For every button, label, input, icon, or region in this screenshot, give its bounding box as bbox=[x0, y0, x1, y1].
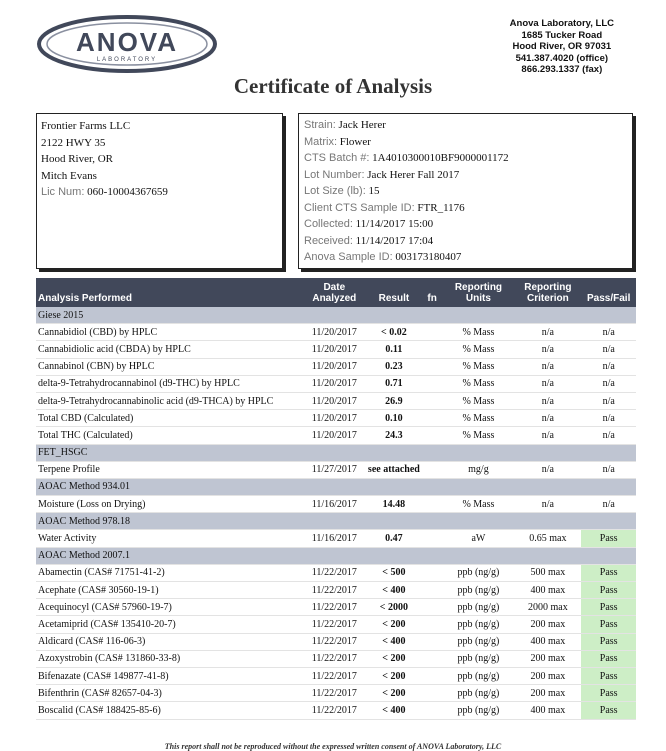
cell-pass-fail: Pass bbox=[581, 599, 636, 616]
cell-result: < 400 bbox=[366, 582, 422, 599]
cell-fn bbox=[422, 375, 443, 392]
table-row bbox=[36, 341, 636, 358]
cell-date: 11/20/2017 bbox=[303, 358, 366, 375]
table-row bbox=[36, 530, 636, 547]
lab-address-2: Hood River, OR 97031 bbox=[512, 41, 612, 52]
cell-units: % Mass bbox=[442, 410, 514, 427]
cell-pass-fail: n/a bbox=[581, 358, 636, 375]
cell-pass-fail: n/a bbox=[581, 496, 636, 513]
cell-date: 11/22/2017 bbox=[303, 582, 366, 599]
matrix-value: Flower bbox=[339, 135, 371, 148]
cell-fn bbox=[422, 427, 443, 444]
header-date: Date Analyzed bbox=[303, 278, 366, 307]
cell-pass-fail: n/a bbox=[581, 427, 636, 444]
lotsize-value: 15 bbox=[368, 185, 380, 197]
table-row bbox=[36, 599, 636, 616]
cell-result: 0.71 bbox=[366, 375, 422, 392]
cell-pass-fail: n/a bbox=[581, 341, 636, 358]
cell-analysis: Azoxystrobin (CAS# 131860-33-8) bbox=[36, 650, 303, 667]
cell-pass-fail: n/a bbox=[581, 461, 636, 478]
cell-units: ppb (ng/g) bbox=[442, 616, 514, 633]
table-row bbox=[36, 496, 636, 513]
cell-result: < 200 bbox=[366, 616, 422, 633]
cell-fn bbox=[422, 358, 443, 375]
cell-fn bbox=[422, 616, 443, 633]
cell-date: 11/22/2017 bbox=[303, 702, 366, 719]
cell-pass-fail: Pass bbox=[581, 685, 636, 702]
header-fn: fn bbox=[422, 278, 443, 307]
anova-id-label: Anova Sample ID: bbox=[304, 251, 393, 263]
cell-result: < 0.02 bbox=[366, 324, 422, 341]
cell-date: 11/20/2017 bbox=[303, 324, 366, 341]
strain-value: Jack Herer bbox=[338, 119, 386, 131]
cell-result: 0.10 bbox=[366, 410, 422, 427]
table-row bbox=[36, 410, 636, 427]
cell-criterion: 200 max bbox=[514, 616, 581, 633]
table-row bbox=[36, 358, 636, 375]
cell-date: 11/22/2017 bbox=[303, 564, 366, 581]
cell-result: see attached bbox=[366, 461, 422, 478]
client-address-1: 2122 HWY 35 bbox=[41, 136, 106, 149]
cell-criterion: n/a bbox=[514, 461, 581, 478]
logo-subtext: LABORATORY bbox=[96, 57, 158, 63]
cell-analysis: Acequinocyl (CAS# 57960-19-7) bbox=[36, 599, 303, 616]
cell-units: % Mass bbox=[442, 341, 514, 358]
client-info-box bbox=[36, 113, 283, 269]
cell-result: 24.3 bbox=[366, 427, 422, 444]
batch-value: 1A4010300010BF9000001172 bbox=[372, 152, 509, 164]
cell-criterion: n/a bbox=[514, 392, 581, 409]
cell-units: % Mass bbox=[442, 427, 514, 444]
results-body bbox=[36, 307, 636, 719]
cell-result: 26.9 bbox=[366, 392, 422, 409]
cell-pass-fail: n/a bbox=[581, 324, 636, 341]
cell-result: 0.23 bbox=[366, 358, 422, 375]
cell-fn bbox=[422, 392, 443, 409]
cell-pass-fail: Pass bbox=[581, 667, 636, 684]
cell-units: ppb (ng/g) bbox=[442, 633, 514, 650]
cell-analysis: Cannabinol (CBN) by HPLC bbox=[36, 358, 303, 375]
lotsize-label: Lot Size (lb): bbox=[304, 185, 366, 197]
cell-analysis: Terpene Profile bbox=[36, 461, 303, 478]
header-result: Result bbox=[366, 278, 422, 307]
cell-analysis: Moisture (Loss on Drying) bbox=[36, 496, 303, 513]
table-row bbox=[36, 564, 636, 581]
cell-date: 11/22/2017 bbox=[303, 616, 366, 633]
section-header bbox=[36, 444, 636, 461]
cell-date: 11/16/2017 bbox=[303, 496, 366, 513]
cell-criterion: n/a bbox=[514, 410, 581, 427]
cell-units: ppb (ng/g) bbox=[442, 685, 514, 702]
cell-result: < 200 bbox=[366, 667, 422, 684]
cell-pass-fail: Pass bbox=[581, 530, 636, 547]
cell-date: 11/20/2017 bbox=[303, 392, 366, 409]
cell-units: ppb (ng/g) bbox=[442, 702, 514, 719]
cell-criterion: n/a bbox=[514, 324, 581, 341]
cell-analysis: Total THC (Calculated) bbox=[36, 427, 303, 444]
cell-analysis: Water Activity bbox=[36, 530, 303, 547]
cell-criterion: 400 max bbox=[514, 582, 581, 599]
cell-analysis: Total CBD (Calculated) bbox=[36, 410, 303, 427]
cell-analysis: Acephate (CAS# 30560-19-1) bbox=[36, 582, 303, 599]
cell-criterion: 200 max bbox=[514, 667, 581, 684]
table-row bbox=[36, 702, 636, 719]
cell-analysis: Aldicard (CAS# 116-06-3) bbox=[36, 633, 303, 650]
cell-analysis: delta-9-Tetrahydrocannabinol (d9-THC) by HPLC bbox=[36, 375, 303, 392]
cell-fn bbox=[422, 530, 443, 547]
header-units: Reporting Units bbox=[442, 278, 514, 307]
anova-logo bbox=[36, 14, 218, 74]
page-title: Certificate of Analysis bbox=[233, 74, 433, 98]
table-row bbox=[36, 650, 636, 667]
table-row bbox=[36, 427, 636, 444]
collected-value: 11/14/2017 15:00 bbox=[355, 218, 434, 230]
lab-address-1: 1685 Tucker Road bbox=[521, 29, 603, 41]
cell-units: ppb (ng/g) bbox=[442, 650, 514, 667]
received-value: 11/14/2017 17:04 bbox=[355, 234, 434, 247]
cell-analysis: Bifenazate (CAS# 149877-41-8) bbox=[36, 667, 303, 684]
cell-units: aW bbox=[442, 530, 514, 547]
cell-criterion: n/a bbox=[514, 341, 581, 358]
cell-pass-fail: Pass bbox=[581, 633, 636, 650]
section-title: AOAC Method 934.01 bbox=[36, 478, 636, 495]
cell-criterion: n/a bbox=[514, 358, 581, 375]
cell-date: 11/20/2017 bbox=[303, 341, 366, 358]
client-license bbox=[41, 184, 278, 201]
table-row bbox=[36, 685, 636, 702]
cell-pass-fail: Pass bbox=[581, 564, 636, 581]
cell-criterion: 500 max bbox=[514, 564, 581, 581]
strain-label: Strain: bbox=[304, 119, 336, 131]
cell-pass-fail: Pass bbox=[581, 616, 636, 633]
cell-result: 0.47 bbox=[366, 530, 422, 547]
cell-date: 11/22/2017 bbox=[303, 599, 366, 616]
client-name: Frontier Farms LLC bbox=[41, 120, 131, 132]
table-row bbox=[36, 375, 636, 392]
cell-criterion: 200 max bbox=[514, 650, 581, 667]
section-header bbox=[36, 307, 636, 324]
cell-units: % Mass bbox=[442, 324, 514, 341]
cell-analysis: Cannabidiolic acid (CBDA) by HPLC bbox=[36, 341, 303, 358]
client-address-2: Hood River, OR bbox=[41, 153, 113, 165]
cell-date: 11/20/2017 bbox=[303, 410, 366, 427]
table-row bbox=[36, 392, 636, 409]
cell-pass-fail: n/a bbox=[581, 375, 636, 392]
cell-date: 11/22/2017 bbox=[303, 667, 366, 684]
cell-analysis: Abamectin (CAS# 71751-41-2) bbox=[36, 564, 303, 581]
footer-disclaimer: This report shall not be reproduced without the expressed written consent of ANOVA Laboratory, LLC bbox=[164, 742, 502, 751]
sample-info-box bbox=[298, 113, 633, 269]
cell-units: % Mass bbox=[442, 392, 514, 409]
cell-criterion: 400 max bbox=[514, 702, 581, 719]
cell-fn bbox=[422, 650, 443, 667]
table-row bbox=[36, 582, 636, 599]
collected-label: Collected: bbox=[304, 218, 353, 230]
client-contact: Mitch Evans bbox=[41, 169, 97, 182]
cell-result: < 2000 bbox=[366, 599, 422, 616]
lab-name: Anova Laboratory, LLC bbox=[509, 18, 614, 29]
anova-id-value: 003173180407 bbox=[395, 251, 462, 263]
cell-units: ppb (ng/g) bbox=[442, 667, 514, 684]
cell-date: 11/22/2017 bbox=[303, 685, 366, 702]
cell-result: < 400 bbox=[366, 702, 422, 719]
cell-analysis: delta-9-Tetrahydrocannabinolic acid (d9-THCA) by HPLC bbox=[36, 392, 303, 409]
cell-criterion: n/a bbox=[514, 375, 581, 392]
cell-date: 11/20/2017 bbox=[303, 427, 366, 444]
section-title: AOAC Method 2007.1 bbox=[36, 547, 636, 564]
cell-fn bbox=[422, 341, 443, 358]
cell-date: 11/22/2017 bbox=[303, 633, 366, 650]
cell-result: < 200 bbox=[366, 685, 422, 702]
cell-units: % Mass bbox=[442, 496, 514, 513]
cell-pass-fail: Pass bbox=[581, 582, 636, 599]
section-title: FET_HSGC bbox=[36, 444, 636, 461]
cell-units: ppb (ng/g) bbox=[442, 599, 514, 616]
lic-label: Lic Num: bbox=[41, 186, 85, 198]
logo-text: ANOVA bbox=[76, 27, 178, 57]
cell-pass-fail: n/a bbox=[581, 392, 636, 409]
lot-label: Lot Number: bbox=[304, 168, 365, 181]
header-criterion: Reporting Criterion bbox=[514, 278, 581, 307]
table-header-row bbox=[36, 278, 636, 307]
cell-date: 11/20/2017 bbox=[303, 375, 366, 392]
cell-date: 11/22/2017 bbox=[303, 650, 366, 667]
table-row bbox=[36, 324, 636, 341]
cell-result: < 500 bbox=[366, 564, 422, 581]
cell-analysis: Boscalid (CAS# 188425-85-6) bbox=[36, 702, 303, 719]
cell-criterion: n/a bbox=[514, 427, 581, 444]
cell-analysis: Bifenthrin (CAS# 82657-04-3) bbox=[36, 685, 303, 702]
cell-pass-fail: Pass bbox=[581, 650, 636, 667]
lab-phone-fax: 866.293.1337 (fax) bbox=[521, 64, 603, 75]
cell-result: < 200 bbox=[366, 650, 422, 667]
cell-analysis: Acetamiprid (CAS# 135410-20-7) bbox=[36, 616, 303, 633]
client-id-value: FTR_1176 bbox=[417, 201, 465, 214]
cell-fn bbox=[422, 633, 443, 650]
cell-units: ppb (ng/g) bbox=[442, 564, 514, 581]
cell-fn bbox=[422, 324, 443, 341]
table-row bbox=[36, 616, 636, 633]
cell-pass-fail: n/a bbox=[581, 410, 636, 427]
table-row bbox=[36, 633, 636, 650]
received-label: Received: bbox=[304, 234, 353, 247]
table-row bbox=[36, 667, 636, 684]
section-title: AOAC Method 978.18 bbox=[36, 513, 636, 530]
section-title: Giese 2015 bbox=[36, 307, 636, 324]
results-table bbox=[36, 278, 636, 720]
section-header bbox=[36, 547, 636, 564]
cell-units: % Mass bbox=[442, 358, 514, 375]
cell-fn bbox=[422, 564, 443, 581]
cell-fn bbox=[422, 667, 443, 684]
lic-value: 060-10004367659 bbox=[87, 186, 168, 198]
batch-label: CTS Batch #: bbox=[304, 152, 370, 164]
client-id-label: Client CTS Sample ID: bbox=[304, 201, 415, 214]
section-header bbox=[36, 513, 636, 530]
cell-units: mg/g bbox=[442, 461, 514, 478]
header-analysis: Analysis Performed bbox=[36, 278, 303, 307]
section-header bbox=[36, 478, 636, 495]
cell-units: % Mass bbox=[442, 375, 514, 392]
cell-fn bbox=[422, 410, 443, 427]
lab-contact-info bbox=[510, 18, 614, 76]
cell-criterion: 200 max bbox=[514, 685, 581, 702]
cell-result: < 400 bbox=[366, 633, 422, 650]
header-pass-fail: Pass/Fail bbox=[581, 278, 636, 307]
lab-phone-office: 541.387.4020 (office) bbox=[515, 52, 609, 64]
table-row bbox=[36, 461, 636, 478]
cell-fn bbox=[422, 702, 443, 719]
cell-criterion: 400 max bbox=[514, 633, 581, 650]
cell-result: 0.11 bbox=[366, 341, 422, 358]
cell-fn bbox=[422, 496, 443, 513]
cell-criterion: 2000 max bbox=[514, 599, 581, 616]
cell-analysis: Cannabidiol (CBD) by HPLC bbox=[36, 324, 303, 341]
cell-criterion: 0.65 max bbox=[514, 530, 581, 547]
cell-fn bbox=[422, 685, 443, 702]
cell-pass-fail: Pass bbox=[581, 702, 636, 719]
cell-criterion: n/a bbox=[514, 496, 581, 513]
cell-units: ppb (ng/g) bbox=[442, 582, 514, 599]
lot-value: Jack Herer Fall 2017 bbox=[367, 168, 460, 181]
cell-fn bbox=[422, 582, 443, 599]
matrix-label: Matrix: bbox=[304, 135, 337, 148]
cell-date: 11/27/2017 bbox=[303, 461, 366, 478]
cell-result: 14.48 bbox=[366, 496, 422, 513]
cell-fn bbox=[422, 461, 443, 478]
cell-fn bbox=[422, 599, 443, 616]
cell-date: 11/16/2017 bbox=[303, 530, 366, 547]
